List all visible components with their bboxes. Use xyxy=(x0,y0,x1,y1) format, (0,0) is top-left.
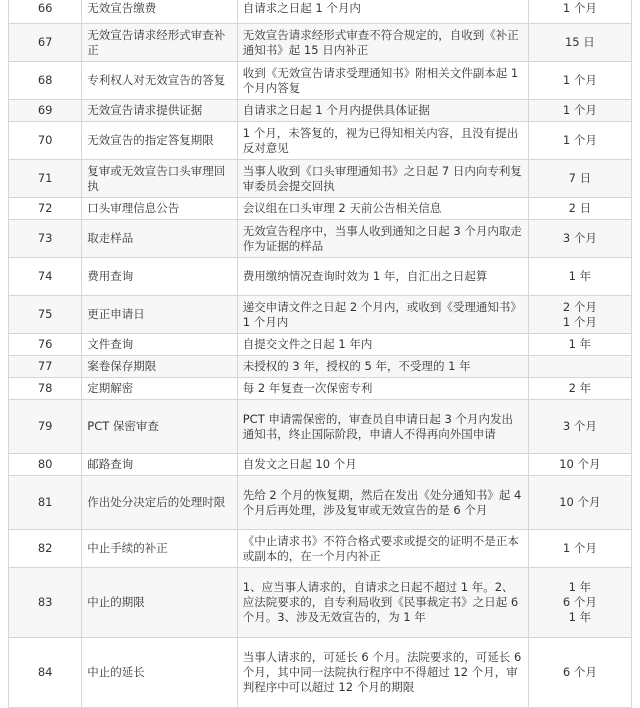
row-number: 76 xyxy=(9,334,82,356)
row-period: 1 年 xyxy=(528,258,631,296)
patent-deadline-table xyxy=(8,0,632,708)
row-period: 3 个月 xyxy=(528,220,631,258)
row-period: 2 个月 1 个月 xyxy=(528,296,631,334)
row-description: 1 个月，未答复的，视为已得知相关内容，且没有提出反对意见 xyxy=(237,122,528,160)
table-row xyxy=(9,24,632,62)
row-item: 无效宣告请求经形式审查补正 xyxy=(82,24,237,62)
row-number: 75 xyxy=(9,296,82,334)
row-number: 74 xyxy=(9,258,82,296)
row-description: 每 2 年复查一次保密专利 xyxy=(237,378,528,400)
row-number: 79 xyxy=(9,400,82,454)
row-period: 1 个月 xyxy=(528,530,631,568)
row-period: 2 年 xyxy=(528,378,631,400)
table-row xyxy=(9,378,632,400)
table-row xyxy=(9,296,632,334)
table-row xyxy=(9,568,632,638)
row-description: 《中止请求书》不符合格式要求或提交的证明不是正本或副本的，在一个月内补正 xyxy=(237,530,528,568)
row-item: 无效宣告的指定答复期限 xyxy=(82,122,237,160)
row-number: 68 xyxy=(9,62,82,100)
row-period: 15 日 xyxy=(528,24,631,62)
row-number: 67 xyxy=(9,24,82,62)
row-item: 邮路查询 xyxy=(82,454,237,476)
table-row xyxy=(9,476,632,530)
row-number: 81 xyxy=(9,476,82,530)
row-description: 当事人请求的，可延长 6 个月。法院要求的，可延长 6 个月，其中同一法院执行程序中不得超过 12 个月，审判程序中可以超过 12 个月的期限 xyxy=(237,638,528,708)
row-item: 复审或无效宣告口头审理回执 xyxy=(82,160,237,198)
row-period: 1 个月 xyxy=(528,100,631,122)
row-period: 10 个月 xyxy=(528,476,631,530)
row-description: 收到《无效宣告请求受理通知书》附相关文件副本起 1 个月内答复 xyxy=(237,62,528,100)
row-description: 会议组在口头审理 2 天前公告相关信息 xyxy=(237,198,528,220)
row-period: 1 个月 xyxy=(528,0,631,24)
row-description: 自发文之日起 10 个月 xyxy=(237,454,528,476)
table-row xyxy=(9,220,632,258)
row-item: PCT 保密审查 xyxy=(82,400,237,454)
row-item: 案卷保存期限 xyxy=(82,356,237,378)
row-item: 取走样品 xyxy=(82,220,237,258)
table-row xyxy=(9,356,632,378)
row-number: 71 xyxy=(9,160,82,198)
row-description: 自请求之日起 1 个月内 xyxy=(237,0,528,24)
row-item: 中止的延长 xyxy=(82,638,237,708)
row-number: 70 xyxy=(9,122,82,160)
row-description: 自请求之日起 1 个月内提供具体证据 xyxy=(237,100,528,122)
table-row xyxy=(9,0,632,24)
row-number: 66 xyxy=(9,0,82,24)
row-number: 82 xyxy=(9,530,82,568)
row-number: 80 xyxy=(9,454,82,476)
row-item: 费用查询 xyxy=(82,258,237,296)
row-item: 口头审理信息公告 xyxy=(82,198,237,220)
row-item: 无效宣告缴费 xyxy=(82,0,237,24)
row-number: 78 xyxy=(9,378,82,400)
row-item: 中止手续的补正 xyxy=(82,530,237,568)
row-period xyxy=(528,356,631,378)
row-number: 77 xyxy=(9,356,82,378)
row-number: 69 xyxy=(9,100,82,122)
row-description: 当事人收到《口头审理通知书》之日起 7 日内向专利复审委员会提交回执 xyxy=(237,160,528,198)
row-description: 自提交文件之日起 1 年内 xyxy=(237,334,528,356)
row-period: 10 个月 xyxy=(528,454,631,476)
row-period: 3 个月 xyxy=(528,400,631,454)
row-description: 费用缴纳情况查询时效为 1 年，自汇出之日起算 xyxy=(237,258,528,296)
table-row xyxy=(9,258,632,296)
row-period: 2 日 xyxy=(528,198,631,220)
table-row xyxy=(9,122,632,160)
row-description: 无效宣告请求经形式审查不符合规定的，自收到《补正通知书》起 15 日内补正 xyxy=(237,24,528,62)
row-item: 中止的期限 xyxy=(82,568,237,638)
row-description: 1、应当事人请求的，自请求之日起不超过 1 年。2、应法院要求的，自专利局收到《民事裁定书》之日起 6 个月。3、涉及无效宣告的，为 1 年 xyxy=(237,568,528,638)
row-description: 先给 2 个月的恢复期，然后在发出《处分通知书》起 4 个月后再处理，涉及复审或无效宣告的是 6 个月 xyxy=(237,476,528,530)
table-row xyxy=(9,454,632,476)
table-row xyxy=(9,638,632,708)
row-item: 定期解密 xyxy=(82,378,237,400)
row-item: 更正申请日 xyxy=(82,296,237,334)
row-item: 文件查询 xyxy=(82,334,237,356)
row-item: 无效宣告请求提供证据 xyxy=(82,100,237,122)
row-item: 专利权人对无效宣告的答复 xyxy=(82,62,237,100)
row-period: 1 个月 xyxy=(528,122,631,160)
table-row xyxy=(9,530,632,568)
row-item: 作出处分决定后的处理时限 xyxy=(82,476,237,530)
row-number: 84 xyxy=(9,638,82,708)
table-body xyxy=(9,0,632,708)
table-row xyxy=(9,400,632,454)
row-number: 73 xyxy=(9,220,82,258)
table-row xyxy=(9,62,632,100)
row-period: 6 个月 xyxy=(528,638,631,708)
table-row xyxy=(9,100,632,122)
row-period: 1 年 xyxy=(528,334,631,356)
table-row xyxy=(9,198,632,220)
row-period: 7 日 xyxy=(528,160,631,198)
row-period: 1 年 6 个月 1 年 xyxy=(528,568,631,638)
row-description: 未授权的 3 年，授权的 5 年，不受理的 1 年 xyxy=(237,356,528,378)
row-description: PCT 申请需保密的，审查员自申请日起 3 个月内发出通知书，终止国际阶段，申请人不得再向外国申请 xyxy=(237,400,528,454)
row-number: 83 xyxy=(9,568,82,638)
row-description: 递交申请文件之日起 2 个月内，或收到《受理通知书》1 个月内 xyxy=(237,296,528,334)
row-description: 无效宣告程序中，当事人收到通知之日起 3 个月内取走作为证据的样品 xyxy=(237,220,528,258)
row-period: 1 个月 xyxy=(528,62,631,100)
row-number: 72 xyxy=(9,198,82,220)
table-row xyxy=(9,160,632,198)
table-row xyxy=(9,334,632,356)
